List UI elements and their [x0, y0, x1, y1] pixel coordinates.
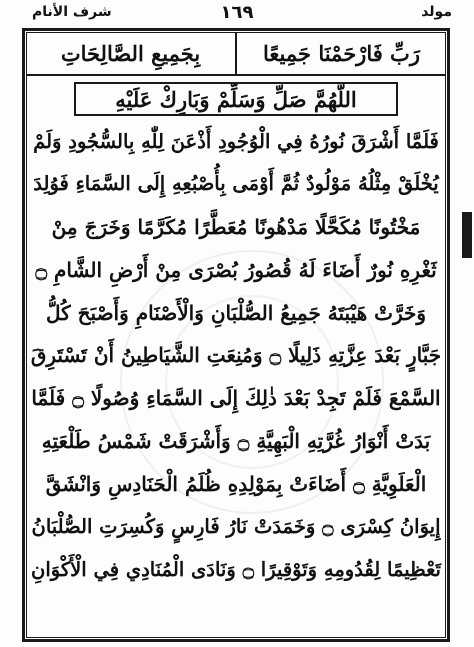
title-divider [235, 32, 237, 74]
text-line: بَدَتْ أَنْوَارُ غُرَّتِهِ الْبَهِيَّةِ ۝ وَأَشْرَقَتْ شَمْسُ طَلْعَتِهِ [41, 428, 431, 453]
text-line: يُخْلَقْ مِثْلُهُ مَوْلُودٌ ثُمَّ أَوْمَى بِأُصْبُعِهِ إِلَى السَّمَاءِ فَوُلِدَ [33, 172, 439, 196]
text-line: السَّمْعَ فَلَمْ تَجِدْ بَعْدَ ذٰلِكَ إِلَى السَّمَاءِ وُصُولًا ۝ فَلَمَّا [31, 386, 441, 411]
salawat-box: اللَّهُمَّ صَلِّ وَسَلِّمْ وَبَارِكْ عَلَيْهِ [74, 82, 398, 116]
title-row [26, 32, 446, 76]
section-label: مولد [421, 4, 452, 20]
text-line: فَلَمَّا أَشْرَقَ نُورُهُ فِي الْوُجُودِ أَذْعَنَ لِلّٰهِ بِالسُّجُودِ وَلَمْ [33, 129, 439, 153]
running-title: شرف الأنام [32, 4, 112, 20]
scan-edge-mark [462, 212, 472, 258]
title-left: بِجَمِيعِ الصَّالِحَاتِ [60, 40, 201, 66]
text-line: ثَغْرِهِ نُورٌ أَضَاءَ لَهُ قُصُورُ بُصْرَى مِنْ أَرْضِ الشَّامِ ۝ [35, 257, 437, 282]
text-line: مَخْتُونًا مُكَحَّلًا مَدْهُونًا مُعَطَّرًا مُكَرَّمًا وَخَرَجَ مِنْ [51, 214, 421, 239]
text-body [30, 120, 442, 635]
text-line: تَعْظِيمًا لِقُدُومِهِ وَتَوْقِيرًا ۝ وَنَادَى الْمُنَادِي فِي الْأَكْوَانِ [31, 557, 441, 581]
running-header [22, 2, 452, 28]
text-line: وَخَرَّتْ هَيْبَتَهُ جَمِيعُ الصُّلْبَانِ وَالْأَصْنَامِ وَأَصْبَحَ كُلُّ [46, 300, 426, 325]
title-right: رَبِّ فَارْحَمْنَا جَمِيعًا [263, 40, 420, 66]
text-line: إِيوَانُ كِسْرَى ۝ وَخَمَدَتْ نَارُ فَارِسٍ وَكُسِرَتِ الصُّلْبَانُ [31, 514, 441, 538]
page-number: ١٦٩ [220, 2, 254, 23]
text-line: جَبَّارٍ بَعْدَ عِزَّتِهِ ذَلِيلًا ۝ وَمُنِعَتِ الشَّيَاطِينُ أَنْ تَسْتَرِقَ [30, 343, 442, 368]
text-line: الْعَلَوِيَّةِ ۝ أَضَاءَتْ بِمَوْلِدِهِ ظُلَمُ الْحَنَادِسِ وَانْشَقَّ [45, 471, 427, 496]
